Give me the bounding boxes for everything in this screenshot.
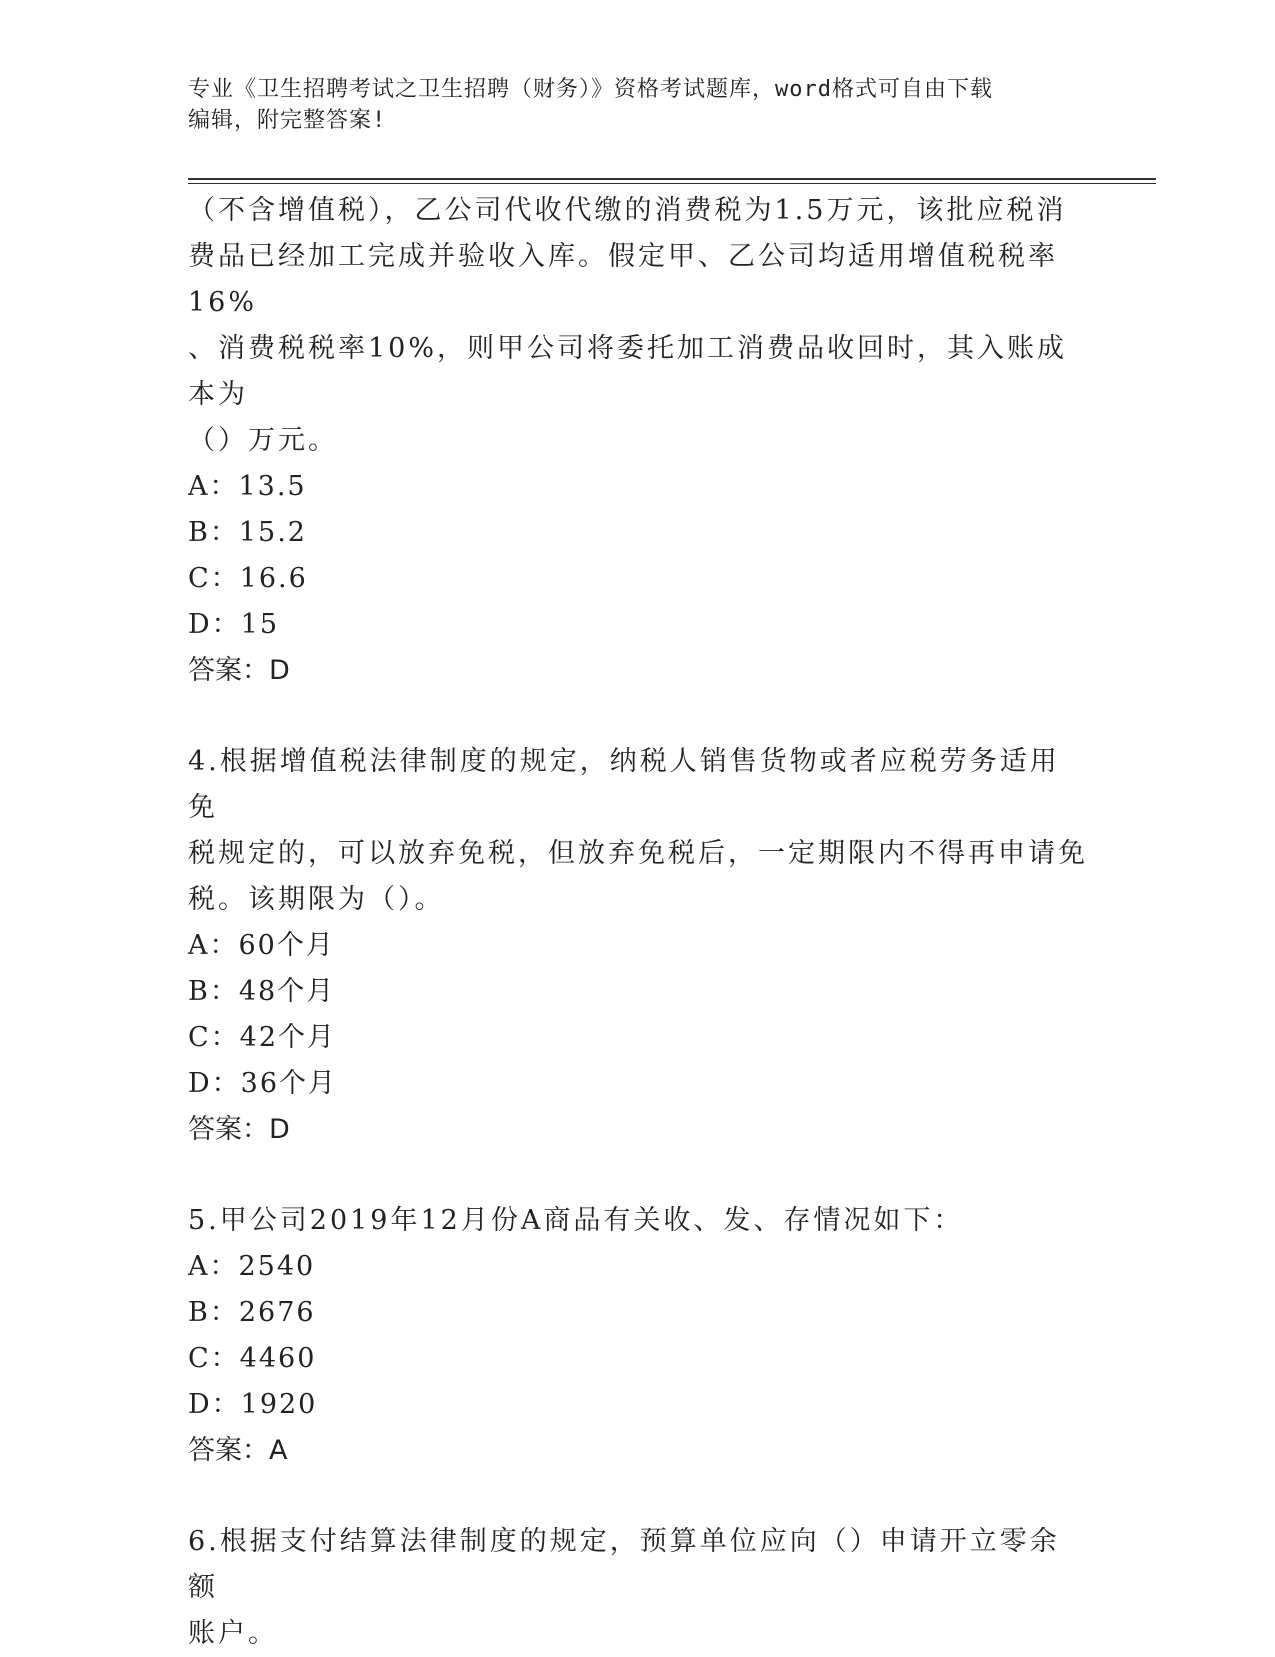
option-c: C：4460 [188,1343,317,1374]
question-4 [188,739,1088,1153]
document-header [188,74,1088,136]
question-text-line: （不含增值税），乙公司代收代缴的消费税为1.5万元，该批应税消 [188,195,1067,226]
option-c: C：42个月 [188,1022,337,1053]
header-line-1: 专业《卫生招聘考试之卫生招聘（财务）》资格考试题库，word格式可自由下载 [188,77,993,102]
question-6 [188,1519,1088,1657]
header-rule-thin [188,183,1156,184]
option-a: A：2540 [188,1251,316,1282]
question-3 [188,188,1088,694]
question-text-line: 税。该期限为（）。 [188,884,445,915]
option-b: B：2676 [188,1297,316,1328]
answer-line: 答案：D [188,655,290,686]
option-d: D：15 [188,609,280,640]
question-text-line: 账户。 [188,1618,278,1649]
document-body [188,188,1088,1657]
question-text-line: 、消费税税率10%，则甲公司将委托加工消费品收回时，其入账成本为 [188,333,1068,410]
question-text-line: （）万元。 [188,425,338,456]
question-text-line: 费品已经加工完成并验收入库。假定甲、乙公司均适用增值税税率16% [188,241,1058,318]
question-5 [188,1198,1088,1474]
answer-line: 答案：D [188,1114,290,1145]
option-b: B：48个月 [188,976,336,1007]
header-line-2: 编辑，附完整答案! [188,108,387,133]
question-text-line: 4.根据增值税法律制度的规定，纳税人销售货物或者应税劳务适用免 [188,746,1060,823]
option-c: C：16.6 [188,563,308,594]
option-a: A：13.5 [188,471,307,502]
question-text-line: 5.甲公司2019年12月份A商品有关收、发、存情况如下： [188,1205,964,1236]
question-text-line: 6.根据支付结算法律制度的规定，预算单位应向（）申请开立零余额 [188,1526,1060,1603]
option-a: A：60个月 [188,930,335,961]
question-text-line: 税规定的，可以放弃免税，但放弃免税后，一定期限内不得再申请免 [188,838,1088,869]
answer-line: 答案：A [188,1435,288,1466]
option-d: D：1920 [188,1389,318,1420]
option-d: D：36个月 [188,1068,338,1099]
header-rule-thick [188,178,1156,180]
option-b: B：15.2 [188,517,307,548]
